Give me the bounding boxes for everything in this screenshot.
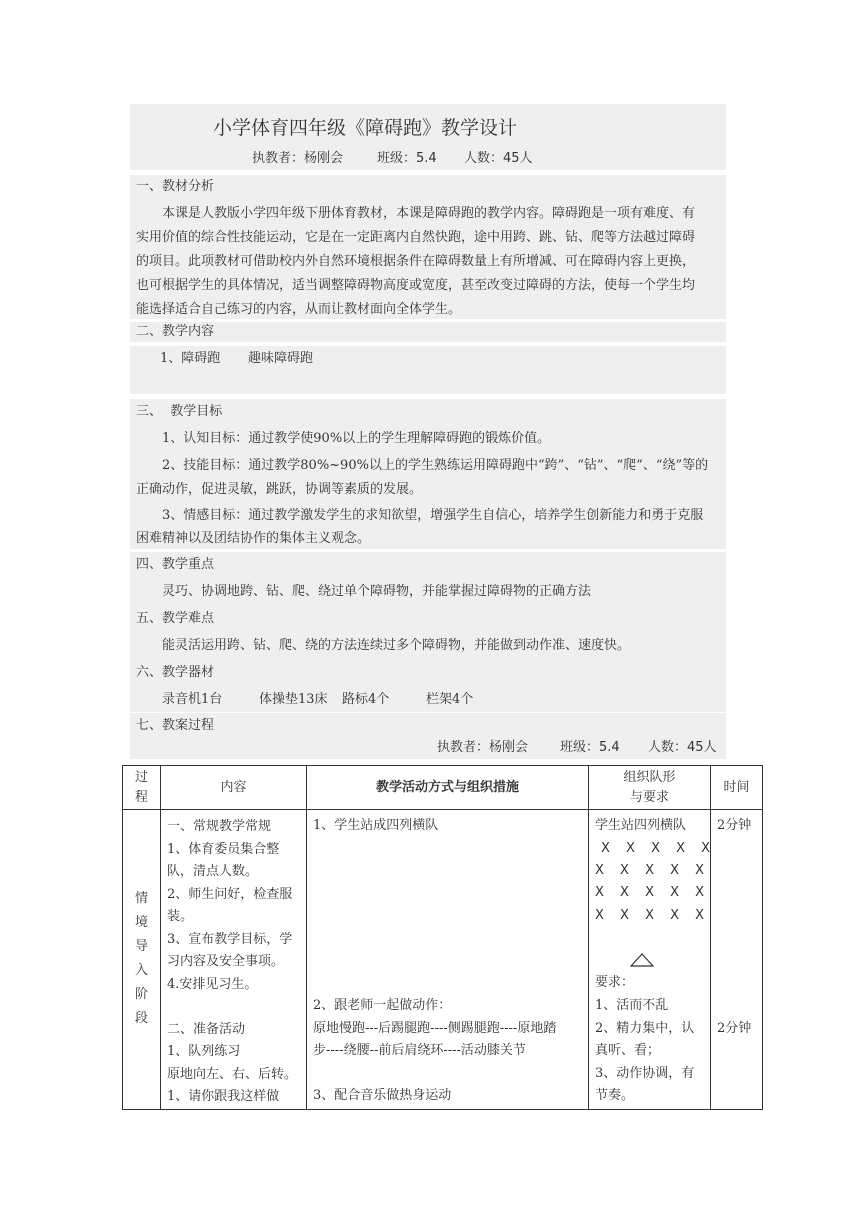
content-line: 1、体育委员集合整	[167, 841, 280, 857]
section-1-line: 实用价值的综合性技能运动，它是在一定距离内自然快跑，途中用跨、跳、钻、爬等方法越过障碍	[136, 230, 696, 245]
meta-class: 班级：5.4	[377, 151, 437, 166]
content-line: 二、准备活动	[167, 1021, 246, 1037]
header-content: 内容	[161, 766, 307, 810]
req-line: 节奏。	[595, 1088, 635, 1103]
section-2-item: 1、障碍跑	[160, 351, 221, 366]
section-2-heading: 二、教学内容	[136, 324, 215, 339]
stage-cell	[123, 810, 161, 1110]
activity-1: 1、学生站成四列横队	[313, 818, 439, 833]
time-1: 2分钟	[717, 818, 752, 833]
header-time: 时间	[711, 766, 763, 810]
section-7-heading: 七、教案过程	[136, 718, 215, 733]
time-2: 2分钟	[717, 1021, 752, 1036]
section-3-band	[130, 399, 726, 549]
goal-3-line-2: 困难精神以及团结协作的集体主义观念。	[136, 531, 371, 546]
section-4-text: 灵巧、协调地跨、钻、爬、绕过单个障碍物，并能掌握过障碍物的正确方法	[162, 584, 592, 599]
content-line	[167, 996, 300, 1019]
equipment-2: 体操垫13床	[259, 692, 328, 707]
equipment-4: 栏架4个	[426, 692, 474, 707]
content-line: 队，清点人数。	[167, 864, 259, 879]
meta-teacher: 执教者：杨刚会	[252, 151, 344, 166]
section-1-line: 本课是人教版小学四年级下册体育教材，本课是障碍跑的教学内容。障碍跑是一项有难度、有	[162, 206, 696, 221]
meta-count: 人数：45人	[464, 151, 533, 166]
goal-2-line-2: 正确动作，促进灵敏，跳跃，协调等素质的发展。	[136, 482, 423, 497]
section-2-item-2: 趣味障碍跑	[248, 351, 314, 366]
goal-1: 1、认知目标：通过教学使90%以上的学生理解障碍跑的锻炼价值。	[162, 431, 551, 446]
header-process-text: 过程	[134, 769, 148, 805]
section-1-heading: 一、教材分析	[136, 179, 215, 194]
req-line: 1、活而不乱	[595, 998, 669, 1013]
content-line: 4.安排见习生。	[167, 976, 258, 992]
content-line: 装。	[167, 909, 194, 924]
content-line: 2、师生问好，检查服	[167, 886, 293, 902]
activity-4: 3、配合音乐做热身运动	[313, 1088, 452, 1103]
content-line: 原地向左、右、后转。	[167, 1066, 298, 1082]
content-line: 3、宣布教学目标，学	[167, 931, 293, 947]
activity-2: 2、跟老师一起做动作：	[313, 998, 452, 1013]
req-title: 要求：	[595, 975, 635, 990]
section-2-band	[130, 322, 726, 342]
meta-class-2: 班级：5.4	[560, 740, 620, 755]
section-4-heading: 四、教学重点	[136, 557, 215, 572]
activity-3b: 步----绕腰--前后肩绕环----活动膝关节	[313, 1043, 526, 1058]
req-line: 真听、看；	[595, 1043, 661, 1058]
goal-3-line-1: 3、情感目标：通过教学激发学生的求知欲望，增强学生自信心，培养学生创新能力和勇于克服	[162, 508, 704, 523]
section-1-body	[136, 202, 726, 322]
stage-label: 情境导入阶段	[134, 891, 148, 1027]
meta-count-2: 人数：45人	[648, 740, 717, 755]
page-title: 小学体育四年级《障碍跑》教学设计	[213, 117, 518, 139]
activity-3a: 原地慢跑---后踢腿跑----侧踢腿跑----原地踏	[313, 1021, 557, 1036]
content-line: 习内容及安全事项。	[167, 954, 285, 969]
teacher-triangle-icon	[630, 953, 654, 967]
content-line: 一、常规教学常规	[167, 819, 272, 834]
section-3-heading: 三、 教学目标	[136, 404, 223, 419]
content-line: 1、请你跟我这样做	[167, 1089, 280, 1104]
section-6-heading: 六、教学器材	[136, 665, 215, 680]
section-5-text: 能灵活运用跨、钻、爬、绕的方法连续过多个障碍物，并能做到动作准、速度快。	[162, 638, 631, 653]
goal-2-line-1: 2、技能目标：通过教学80%~90%以上的学生熟练运用障碍跑中“跨”、“钻”、“爬”、“绕”等的	[162, 458, 709, 473]
formation-title: 学生站四列横队	[595, 818, 687, 833]
section-1-line: 能选择适合自己练习的内容，从而让教材面向全体学生。	[136, 302, 462, 317]
content-cell	[161, 810, 307, 1110]
header-process	[123, 766, 161, 810]
section-1-line: 的项目。此项教材可借助校内外自然环境根据条件在障碍数量上有所增减、可在障碍内容上更换，	[136, 254, 696, 269]
header-formation-b: 与要求	[629, 789, 669, 805]
meta-teacher-2: 执教者：杨刚会	[437, 740, 529, 755]
header-formation	[589, 766, 711, 810]
formation-cell	[589, 810, 717, 1110]
lesson-plan-table	[122, 765, 763, 1110]
header-activity: 教学活动方式与组织措施	[307, 766, 589, 810]
equipment-3: 路标4个	[342, 692, 390, 707]
section-1-line: 也可根据学生的具体情况，适当调整障碍物高度或宽度，甚至改变过障碍的方法，使每一个学生均	[136, 278, 696, 293]
content-line: 1、队列练习	[167, 1044, 241, 1059]
time-cell	[711, 810, 763, 1110]
section-7-band	[130, 713, 726, 759]
header-formation-a: 组织队形	[623, 769, 676, 785]
req-line: 3、动作协调，有	[595, 1066, 695, 1081]
section-5-heading: 五、教学难点	[136, 611, 215, 626]
formation-row: X X X X X	[595, 863, 711, 878]
formation-row: X X X X X	[601, 841, 717, 856]
formation-row: X X X X X	[595, 885, 711, 900]
activity-cell	[307, 810, 589, 1110]
req-line: 2、精力集中，认	[595, 1021, 695, 1036]
equipment-1: 录音机1台	[162, 692, 223, 707]
formation-row: X X X X X	[595, 908, 711, 923]
